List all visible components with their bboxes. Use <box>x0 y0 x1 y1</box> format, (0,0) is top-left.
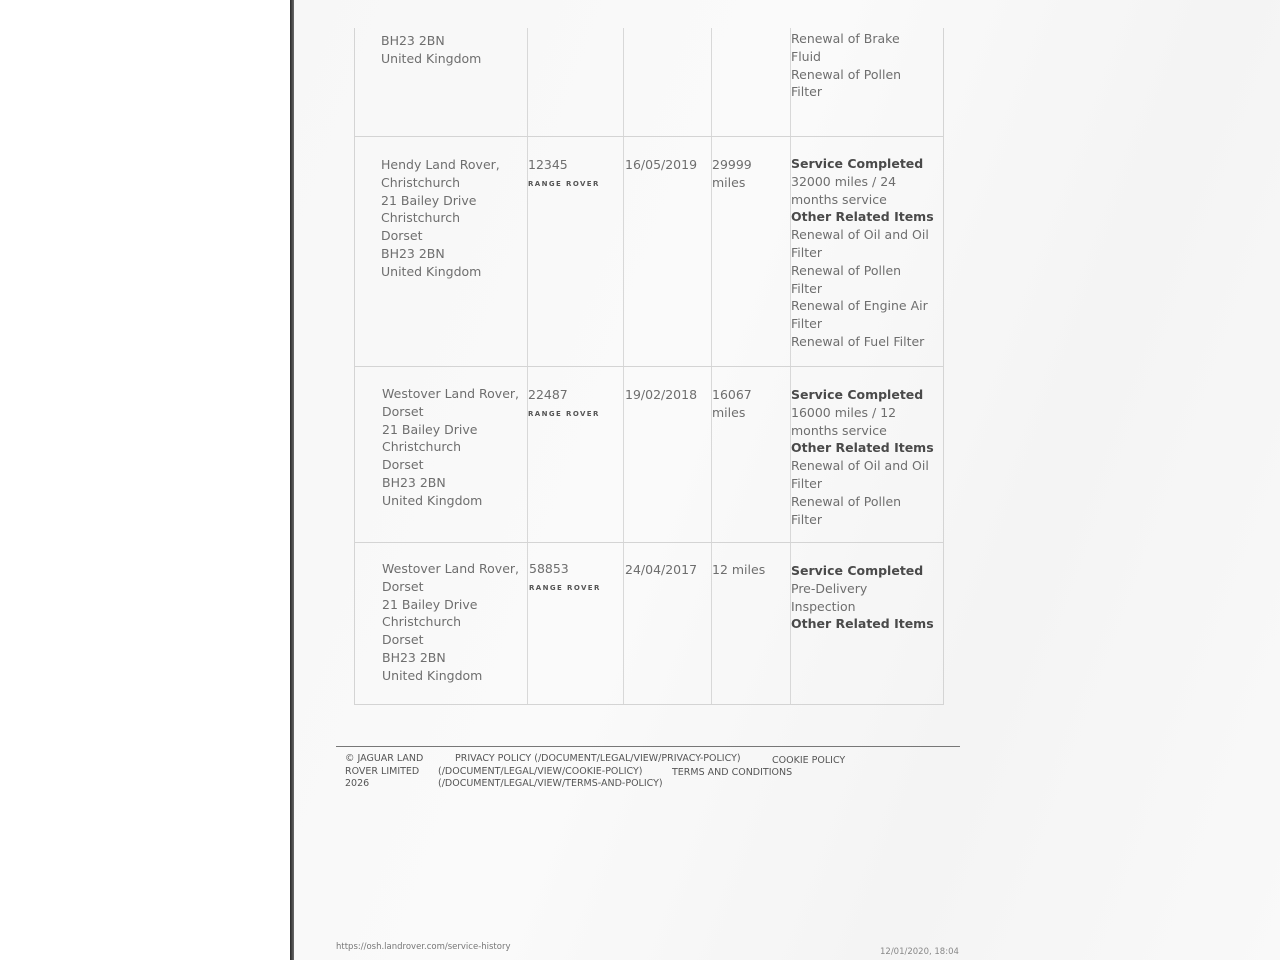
address-line: Christchurch <box>382 614 462 630</box>
address-line: Hendy Land Rover, <box>381 157 500 172</box>
service-description <box>791 386 934 528</box>
description-line: Inspection <box>791 598 856 614</box>
code-value: 12345 <box>528 157 568 172</box>
retailer-code <box>529 560 601 598</box>
address-line: BH23 2BN <box>382 474 446 490</box>
print-url: https://osh.landrover.com/service-history <box>336 942 511 952</box>
description-heading: Service Completed <box>791 387 924 402</box>
range-rover-logo: RANGE ROVER <box>529 583 601 592</box>
address-line: Christchurch <box>381 210 461 226</box>
service-history-table <box>354 28 944 705</box>
mileage-line: 16067 <box>712 387 752 402</box>
description-line: Filter <box>791 280 822 296</box>
mileage-line: 29999 <box>712 157 752 172</box>
service-date: 19/02/2018 <box>625 387 698 402</box>
description-line: Filter <box>791 244 822 260</box>
service-date: 16/05/2019 <box>625 157 698 172</box>
address-line: Westover Land Rover, <box>382 561 520 576</box>
range-rover-logo: RANGE ROVER <box>528 409 600 418</box>
privacy-policy-link[interactable]: PRIVACY POLICY (/DOCUMENT/LEGAL/VIEW/PRIVACY-POLICY) <box>455 753 741 764</box>
description-line: Filter <box>791 475 822 491</box>
description-line: Renewal of Pollen <box>791 493 902 509</box>
service-description <box>791 30 901 101</box>
service-date: 24/04/2017 <box>625 562 698 577</box>
description-line: Renewal of Oil and Oil <box>791 227 929 243</box>
footer-divider <box>336 746 960 747</box>
print-date: 12/01/2020, 18:04 <box>880 947 959 957</box>
address-line: 21 Bailey Drive <box>382 421 478 437</box>
description-heading: Other Related Items <box>791 209 934 225</box>
range-rover-logo: RANGE ROVER <box>528 179 600 188</box>
address-line: BH23 2BN <box>381 33 445 48</box>
address-line: United Kingdom <box>382 667 483 683</box>
cookie-policy-path[interactable]: (/DOCUMENT/LEGAL/VIEW/COOKIE-POLICY) <box>438 766 643 777</box>
mileage-line: 12 miles <box>712 562 766 577</box>
address-line: Dorset <box>382 403 424 419</box>
description-line: Fluid <box>791 48 821 64</box>
mileage-line: miles <box>712 404 746 420</box>
code-value: 58853 <box>529 561 569 576</box>
description-line: Renewal of Brake <box>791 31 900 46</box>
address-line: United Kingdom <box>382 492 483 508</box>
service-description <box>791 155 934 351</box>
address-line: Dorset <box>381 228 423 244</box>
description-line: Renewal of Oil and Oil <box>791 458 929 474</box>
terms-path[interactable]: (/DOCUMENT/LEGAL/VIEW/TERMS-AND-POLICY) <box>438 778 663 789</box>
description-heading: Service Completed <box>791 156 924 171</box>
dealer-address <box>381 156 500 281</box>
retailer-code <box>528 156 600 194</box>
address-line: United Kingdom <box>381 50 482 66</box>
service-mileage <box>712 386 752 422</box>
terms-link[interactable]: TERMS AND CONDITIONS <box>672 767 793 778</box>
service-mileage <box>712 561 765 579</box>
copyright-line: ROVER LIMITED <box>345 765 420 777</box>
description-line: Renewal of Pollen <box>791 262 902 278</box>
address-line: 21 Bailey Drive <box>381 192 477 208</box>
address-line: Dorset <box>382 578 424 594</box>
description-line: Filter <box>791 84 822 100</box>
description-heading: Service Completed <box>791 563 924 578</box>
description-line: months service <box>791 191 887 207</box>
service-description <box>791 562 934 633</box>
cookie-policy-link[interactable]: COOKIE POLICY <box>772 755 846 766</box>
address-line: Westover Land Rover, <box>382 386 520 401</box>
description-line: Renewal of Engine Air <box>791 298 928 314</box>
dealer-address <box>382 560 519 685</box>
address-line: BH23 2BN <box>382 649 446 665</box>
copyright <box>345 753 423 791</box>
description-line: Renewal of Pollen <box>791 66 902 82</box>
retailer-code <box>528 386 600 424</box>
service-mileage <box>712 156 752 192</box>
description-line: 16000 miles / 12 <box>791 404 897 420</box>
address-line: BH23 2BN <box>381 245 445 261</box>
copyright-line: © JAGUAR LAND <box>345 753 424 764</box>
address-line: 21 Bailey Drive <box>382 596 478 612</box>
address-line: Christchurch <box>382 439 462 455</box>
background-left <box>0 0 292 960</box>
address-line: Dorset <box>382 632 424 648</box>
code-value: 22487 <box>528 387 568 402</box>
description-line: Filter <box>791 316 822 332</box>
mileage-line: miles <box>712 174 746 190</box>
description-heading: Other Related Items <box>791 616 934 632</box>
address-line: Christchurch <box>381 174 461 190</box>
description-line: 32000 miles / 24 <box>791 173 897 189</box>
description-line: Renewal of Fuel Filter <box>791 333 925 349</box>
dealer-address <box>382 385 519 510</box>
address-line: United Kingdom <box>381 263 482 279</box>
description-line: Filter <box>791 511 822 527</box>
copyright-line: 2026 <box>345 778 370 789</box>
dealer-address <box>381 32 481 68</box>
description-line: Pre-Delivery <box>791 580 868 596</box>
address-line: Dorset <box>382 457 424 473</box>
description-heading: Other Related Items <box>791 440 934 456</box>
description-line: months service <box>791 422 887 438</box>
